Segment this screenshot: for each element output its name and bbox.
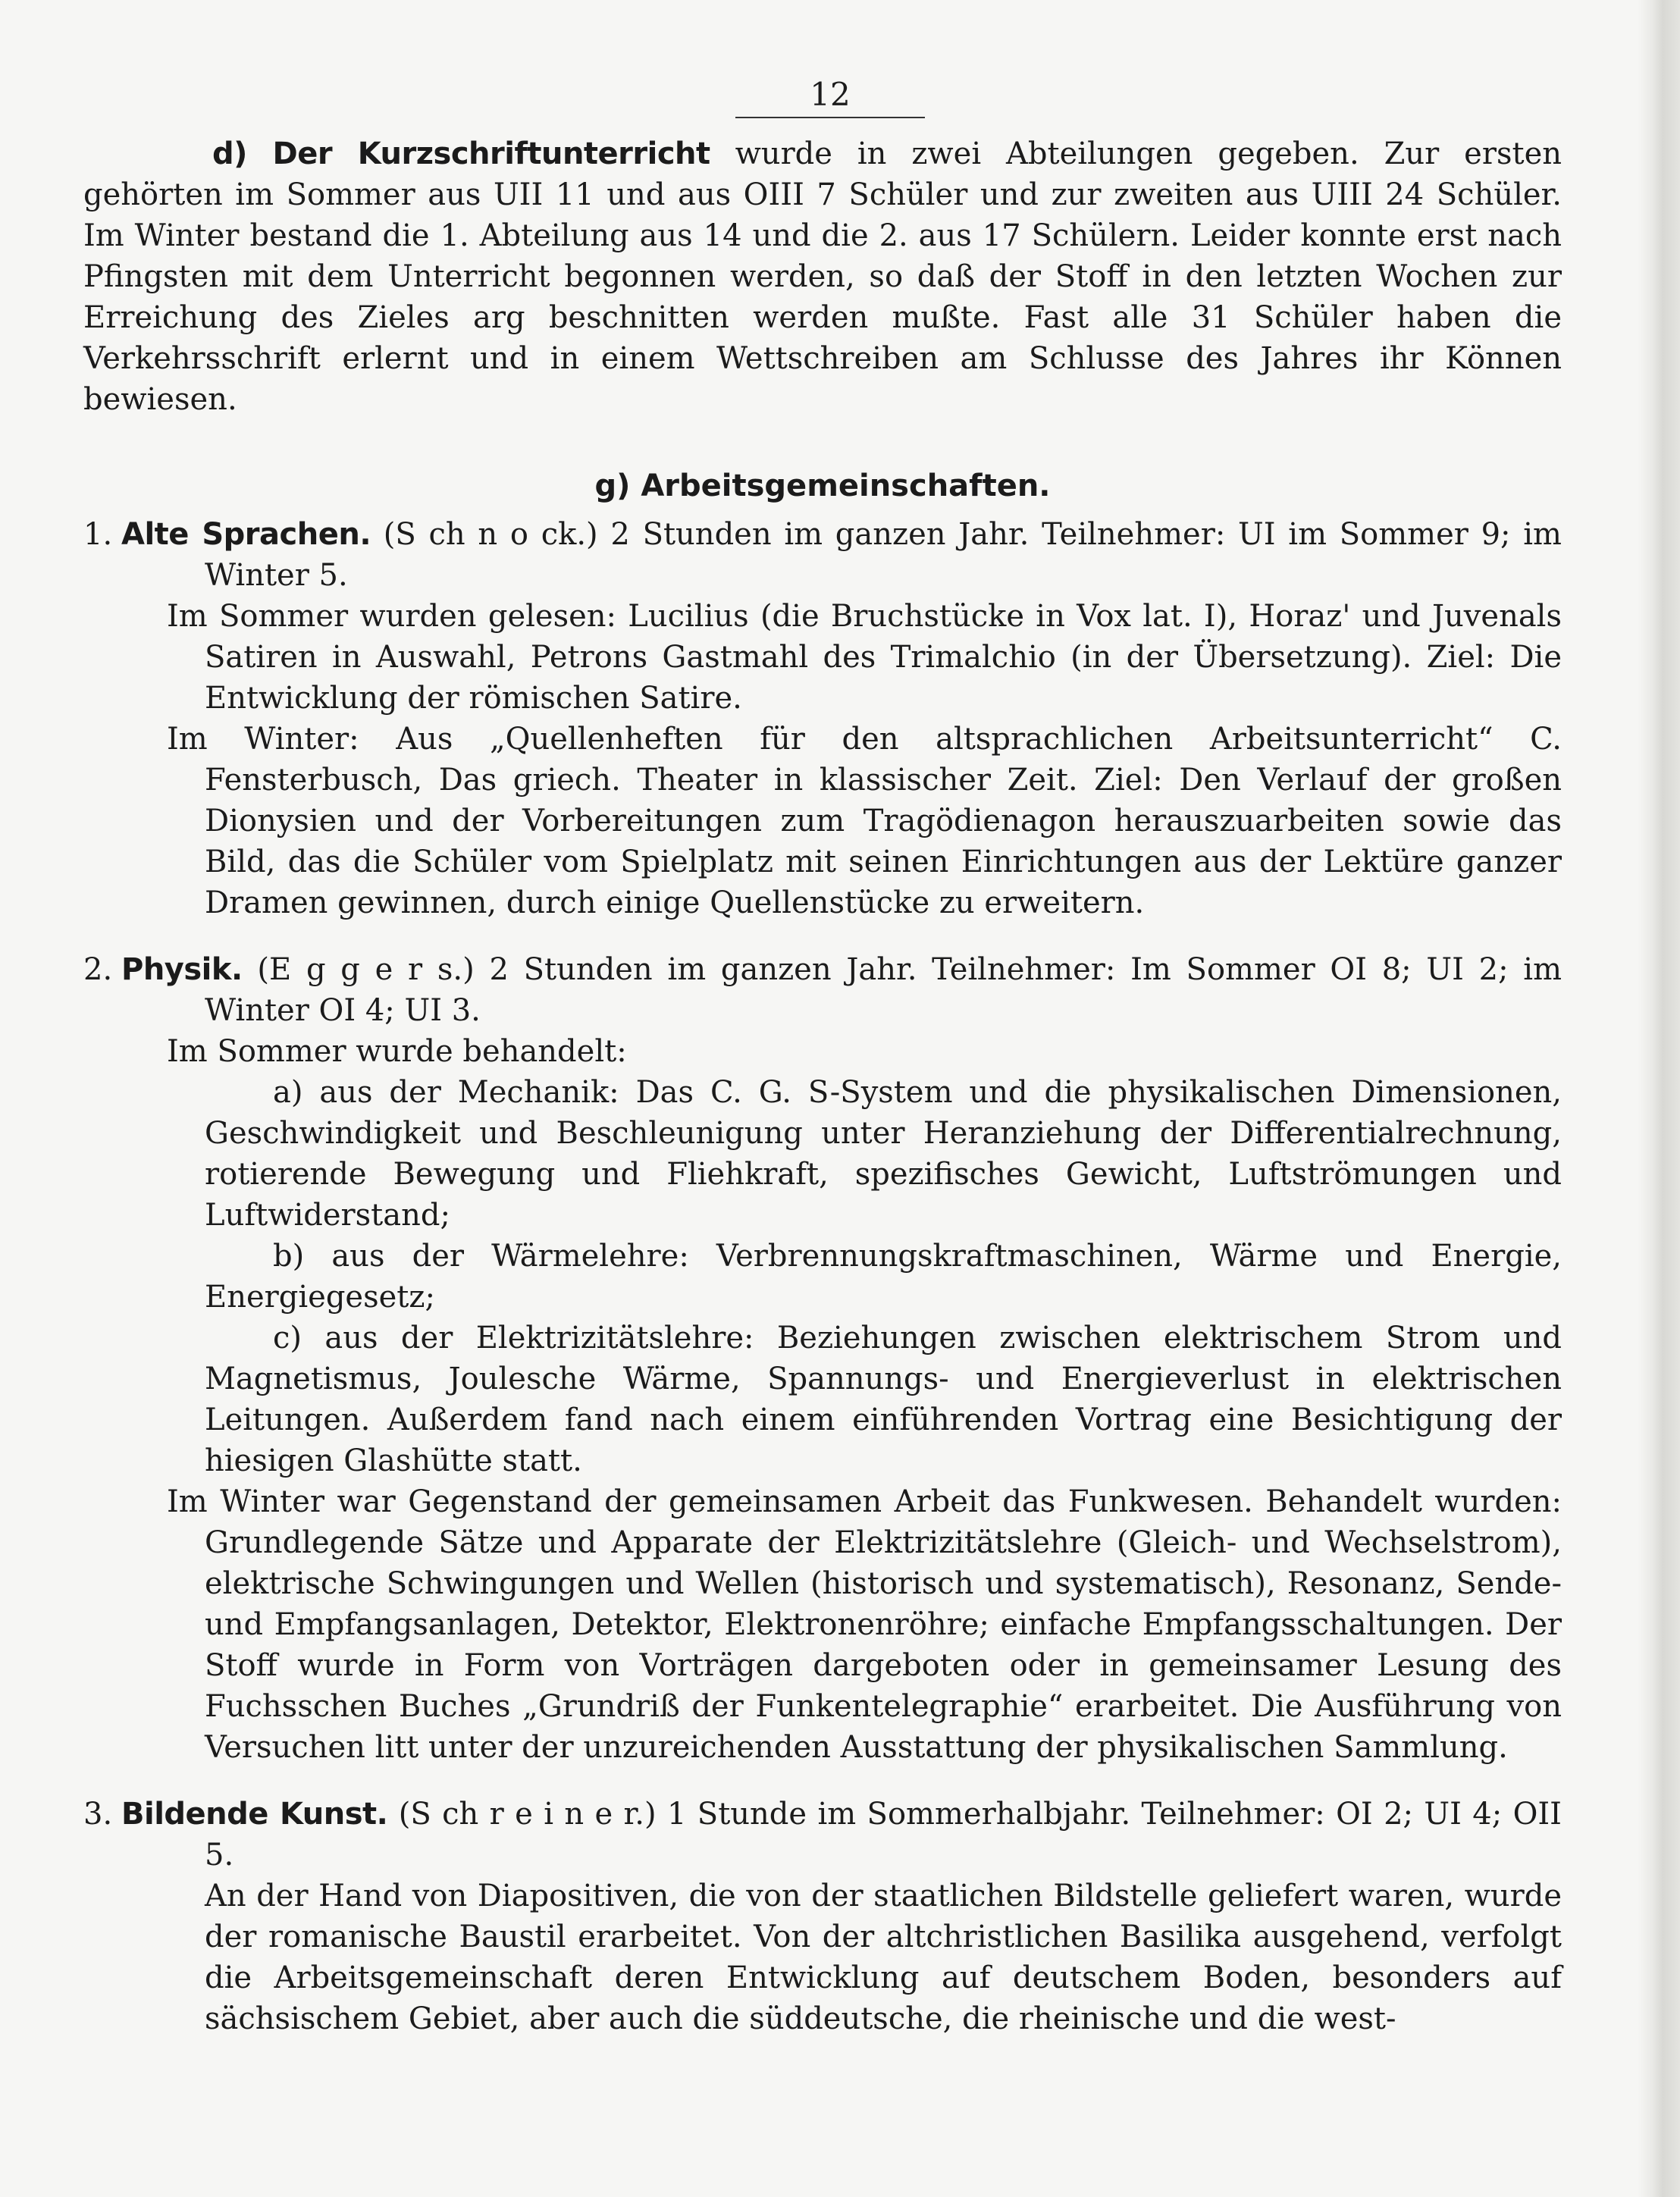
item-title: Bildende Kunst. [121, 1797, 388, 1832]
kurzschrift-paragraph [83, 133, 1562, 420]
item-paragraph: Im Sommer wurde behandelt: [167, 1034, 627, 1069]
subpoint-text: a) aus der Mechanik: Das C. G. S-System und die physikalischen Dimensionen, Geschwindigkeit und Beschleunigung unter Heranziehung der Differentialrechnung, rotierende Bewegung und Fliehkraft, spezifisches Gewicht, Luftströmungen und Luftwiderstand; [205, 1075, 1562, 1233]
item-head-text: 1 Stunde im Sommerhalbjahr. Teilnehmer: OI 2; UI 4; OII 5. [205, 1797, 1562, 1873]
item-teacher: (S ch r e i n e r.) [398, 1797, 657, 1832]
subpoint-text: b) aus der Wärmelehre: Verbrennungskraftmaschinen, Wärme und Energie, Energiegesetz; [205, 1239, 1562, 1315]
document-page [83, 76, 1562, 2039]
item-head-text: 2 Stunden im ganzen Jahr. Teilnehmer: Im Sommer OI 8; UI 2; im Winter OI 4; UI 3. [205, 952, 1562, 1028]
item-alte-sprachen [83, 514, 1562, 923]
item-number: 3. [83, 1797, 113, 1832]
item-number: 1. [83, 517, 113, 552]
item-title: Physik. [121, 952, 243, 987]
item-paragraph: Im Winter: Aus „Quellenheften für den altsprachlichen Arbeitsunterricht“ C. Fensterbusch, Das griech. Theater in klassischer Zeit. Ziel: Den Verlauf der großen Dionysien und der Vorbereitungen zum Tragödienagon herauszuarbeiten sowie das Bild, das die Schüler vom Spielplatz mit seinen Einrichtungen aus der Lektüre ganzer Dramen gewinnen, durch einige Quellenstücke zu erweitern. [167, 722, 1562, 920]
item-teacher: (S ch n o ck.) [383, 517, 598, 552]
item-paragraph: Im Sommer wurden gelesen: Lucilius (die Bruchstücke in Vox lat. I), Horaz' und Juvenals Satiren in Auswahl, Petrons Gastmahl des Trimalchio (in der Übersetzung). Ziel: Die Entwicklung der römischen Satire. [167, 599, 1562, 716]
page-edge-shadow [1638, 0, 1680, 2197]
kurzschrift-text: wurde in zwei Abteilungen gegeben. Zur ersten gehörten im Sommer aus UII 11 und aus OIII 7 Schüler und zur zweiten aus UIII 24 Schüler. Im Winter bestand die 1. Abteilung aus 14 und die 2. aus 17 Schülern. Leider konnte erst nach Pfingsten mit dem Unterricht begonnen werden, so daß der Stoff in den letzten Wochen zur Erreichung des Zieles arg beschnitten werden mußte. Fast alle 31 Schüler haben die Verkehrsschrift erlernt und in einem Wettschreiben am Schlusse des Jahres ihr Können bewiesen. [83, 136, 1562, 417]
item-paragraph: An der Hand von Diapositiven, die von der staatlichen Bildstelle geliefert waren, wurde der romanische Baustil erarbeitet. Von der altchristlichen Basilika ausgehend, verfolgt die Arbeitsgemeinschaft deren Entwicklung auf deutschem Boden, besonders auf sächsischem Gebiet, aber auch die süddeutsche, die rheinische und die west- [205, 1879, 1562, 2036]
item-title: Alte Sprachen. [121, 517, 371, 552]
item-bildende-kunst [83, 1794, 1562, 2039]
item-subpoint [83, 1318, 1562, 1481]
item-heading [83, 1794, 1562, 1876]
subpoint-text: c) aus der Elektrizitätslehre: Beziehungen zwischen elektrischem Strom und Magnetismus, Joulesche Wärme, Spannungs- und Energieverlust in elektrischen Leitungen. Außerdem fand nach einem einführenden Vortrag eine Besichtigung der hiesigen Glashütte statt. [205, 1321, 1562, 1478]
item-subpoint [83, 1072, 1562, 1236]
item-paragraph: Im Winter war Gegenstand der gemeinsamen Arbeit das Funkwesen. Behandelt wurden: Grundlegende Sätze und Apparate der Elektrizitätslehre (Gleich- und Wechselstrom), elektrische Schwingungen und Wellen (historisch und systematisch), Resonanz, Sende- und Empfangsanlagen, Detektor, Elektronenröhre; einfache Empfangsschaltungen. Der Stoff wurde in Form von Vorträgen dargeboten oder in gemeinsamer Lesung des Fuchsschen Buches „Grundriß der Funkentelegraphie“ erarbeitet. Die Ausführung von Versuchen litt unter der unzureichenden Ausstattung der physikalischen Sammlung. [167, 1484, 1562, 1765]
kurzschrift-label: d) Der Kurzschriftunterricht [212, 136, 710, 171]
item-physik [83, 949, 1562, 1768]
section-title: g) Arbeitsgemeinschaften. [594, 469, 1051, 503]
item-subpoint [83, 1236, 1562, 1318]
item-heading [83, 514, 1562, 596]
item-heading [83, 949, 1562, 1031]
item-head-text: 2 Stunden im ganzen Jahr. Teilnehmer: UI im Sommer 9; im Winter 5. [205, 517, 1562, 593]
page-number: 12 [735, 76, 925, 118]
item-number: 2. [83, 952, 113, 987]
item-teacher: (E g g e r s.) [257, 952, 475, 987]
